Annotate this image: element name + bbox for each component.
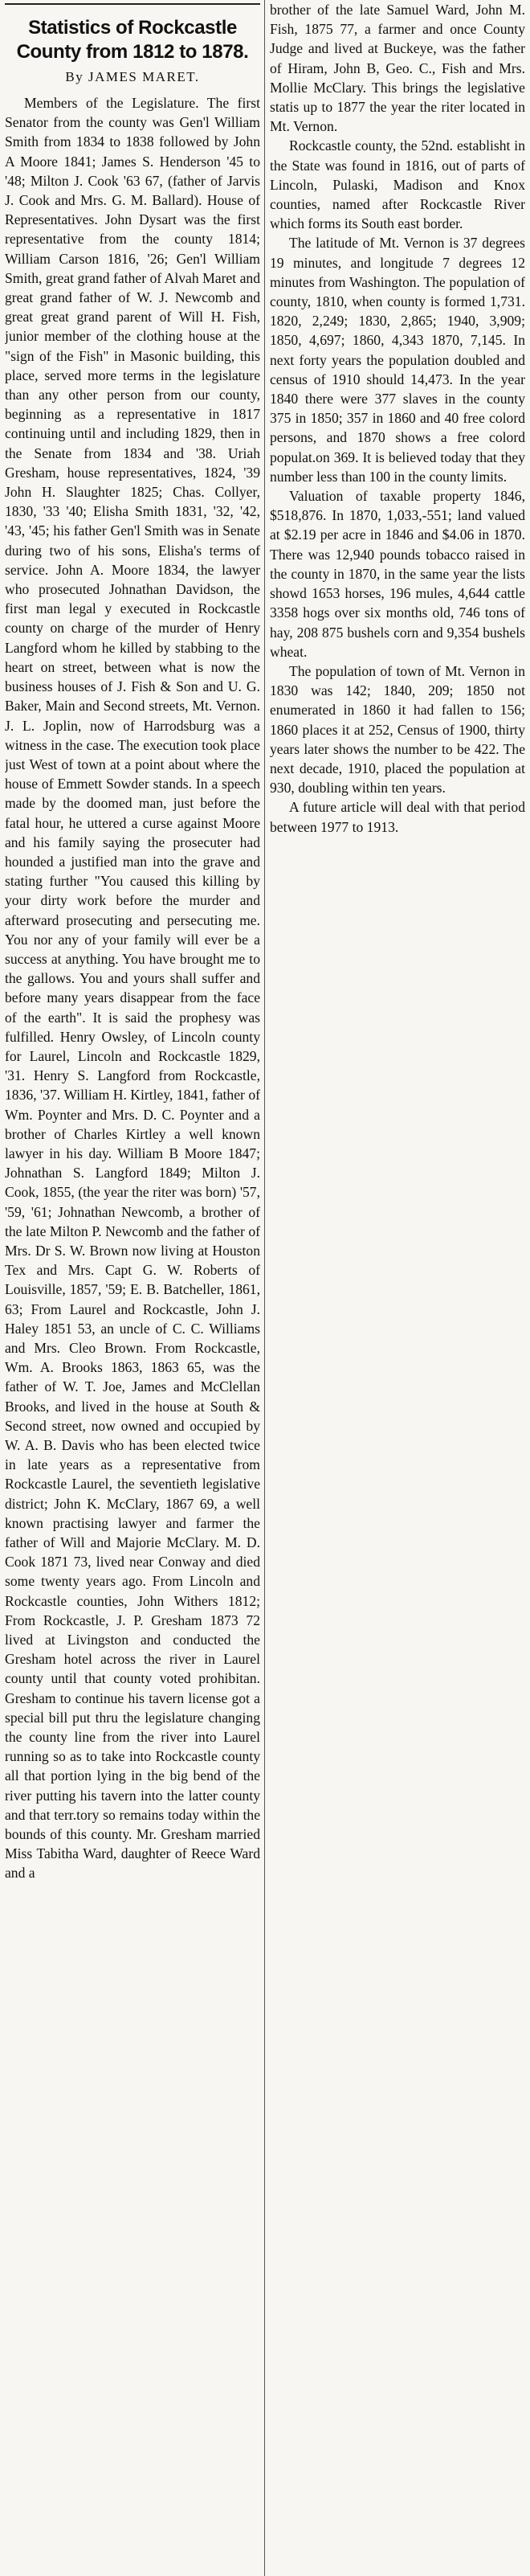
article-byline: By JAMES MARET. (65, 69, 200, 84)
right-column (270, 0, 525, 2576)
column-divider (264, 0, 265, 2576)
top-rule (5, 3, 260, 5)
article-paragraph: brother of the late Samuel Ward, John M. Fish, 1875 77, a farmer and once County Judge and lived at Buckeye, was the father of Hiram, John B, Geo. C., Fish and Mrs. Mollie McClary. This brings the legislative statis up to 1877 the year the riter located in Mt. Vernon. (270, 2, 525, 135)
article-paragraph: The latitude of Mt. Vernon is 37 degrees 19 minutes, and longitude 7 degrees 12 minutes from Washington. The population of county, 1810, when county is formed 1,731. 1820, 2,249; 1830, 2,865; 1940, 3,909; 1850, 4,697; 1860, 4,343 1870, 7,145. In next forty years the population doubled and census of 1910 should 14,473. In the year 1840 there were 377 slaves in the county 375 in 1850; 357 in 1860 and 40 free colord persons, and 1870 shows a free colord populat.on 369. It is believed today that they number less than 100 in the county limits. (270, 235, 525, 485)
article-body-left: Members of the Legislature. The first Senator from the county was Gen'l William Smith from 1834 to 1838 followed by John A Moore 1841; James S. Henderson '45 to '48; Milton J. Cook '63 67, (father of Jarvis J. Cook and Mrs. G. M. Ballard). House of Representatives. John Dysart was the first representative from the county 1814; William Carson 1816, '26; Gen'l William Smith, great grand father of Alvah Maret and great grand father of W. J. Newcomb and great great grand parent of Will H. Fish, junior member of the clothing house at the "sign of the Fish" in Masonic building, this place, served more terms in the legislature than any other person from our county, beginning as a representative in 1817 continuing until and including 1829, then in the Senate from 1834 and '38. Uriah Gresham, house representatives, 1824, '39 John H. Slaughter 1825; Chas. Collyer, 1830, '33 '40; Elisha Smith 1831, '32, '42, '43, '45; his father Gen'l Smith was in Senate during two of his sons, Elisha's terms of service. John A. Moore 1834, the lawyer who prosecuted Johnathan Davidson, the first man legal y executed in Rockcastle county on charge of the murder of Henry Langford whom he killed by stabbing to the heart on street, between what is now the business houses of J. Fish & Son and U. G. Baker, Main and Second streets, Mt. Vernon. J. L. Joplin, now of Harrodsburg was a witness in the case. The execution took place just West of town at a point about where the house of Emmett Sowder stands. In a speech made by the doomed man, just before the fatal hour, he uttered a curse against Moore and his family saying the prosecuter had hounded a justified man into the grave and stating further "You caused this killing by your dirty work before the murder and afterward prosecuting and persecuting me. You nor any of your family will ever be a success at anything. You have brought me to the gallows. You and yours shall suffer and before many years disappear from the face of the earth". It is said the prophesy was fulfilled. Henry Owsley, of Lincoln county for Laurel, Lincoln and Rockcastle 1829, '31. Henry S. Langford from Rockcastle, 1836, '37. William H. Kirtley, 1841, father of Wm. Poynter and Mrs. D. C. Poynter and a brother of Charles Kirtley a well known lawyer in his day. William B Moore 1847; Johnathan S. Langford 1849; Milton J. Cook, 1855, (the year the riter was born) '57, '59, '61; Johnathan Newcomb, a brother of the late Milton P. Newcomb and the father of Mrs. Dr S. W. Brown now living at Houston Tex and Mrs. Capt G. W. Roberts of Louisville, 1857, '59; E. B. Batcheller, 1861, 63; From Laurel and Rockcastle, John J. Haley 1851 53, an uncle of C. C. Williams and Mrs. Cleo Brown. From Rockcastle, Wm. A. Brooks 1863, 1863 65, was the father of W. T. Joe, James and McClellan Brooks, and lived in the house at South & Second street, now owned and occupied by W. A. B. Davis who has been elected twice in late years as a representative from Rockcastle Laurel, the seventieth legislative district; John K. McClary, 1867 69, a well known practising lawyer and farmer the father of Will and Majorie McClary. M. D. Cook 1871 73, lived near Conway and died some twenty years ago. From Lincoln and Rockcastle counties, John Withers 1812; From Rockcastle, J. P. Gresham 1873 72 lived at Livingston and conducted the Gresham hotel across the river in Laurel county until that county voted prohibitan. Gresham to continue his tavern license got a special bill put thru the legislature changing the county line from the river into Laurel running so as to take into Rockcastle county all that portion lying in the big bend of the river putting his tavern into the latter county and that terr.tory so remains today within the bounds of this county. Mr. Gresham married Miss Tabitha Ward, daughter of Reece Ward and a (5, 95, 260, 1882)
article-paragraph: A future article will deal with that period between 1977 to 1913. (270, 799, 525, 835)
article-paragraph: Rockcastle county, the 52nd. establisht in the State was found in 1816, out of parts of Lincoln, Pulaski, Madison and Knox counties, named after Rockcastle River which forms its South east border. (270, 137, 525, 232)
article-headline: Statistics of Rockcastle County from 1812 to 1878. (16, 17, 249, 63)
article-paragraph: Valuation of taxable property 1846, $518,876. In 1870, 1,033,-551; land valued at $2.19 per acre in 1846 and $4.06 in 1870. There was 12,940 pounds tobacco raised in the county in 1870, in the same year the lists showd 1653 horses, 196 mules, 4,644 cattle 3358 hogs over six months old, 746 tons of hay, 208 875 bushels corn and 9,354 bushels wheat. (270, 488, 525, 660)
left-column (5, 0, 260, 2576)
article-paragraph: The population of town of Mt. Vernon in 1830 was 142; 1840, 209; 1850 not enumerated in 1860 it had fallen to 156; 1860 places it at 252, Census of 1900, thirty years later shows the number to be 422. The next decade, 1910, placed the population at 930, doubling within ten years. (270, 662, 525, 797)
